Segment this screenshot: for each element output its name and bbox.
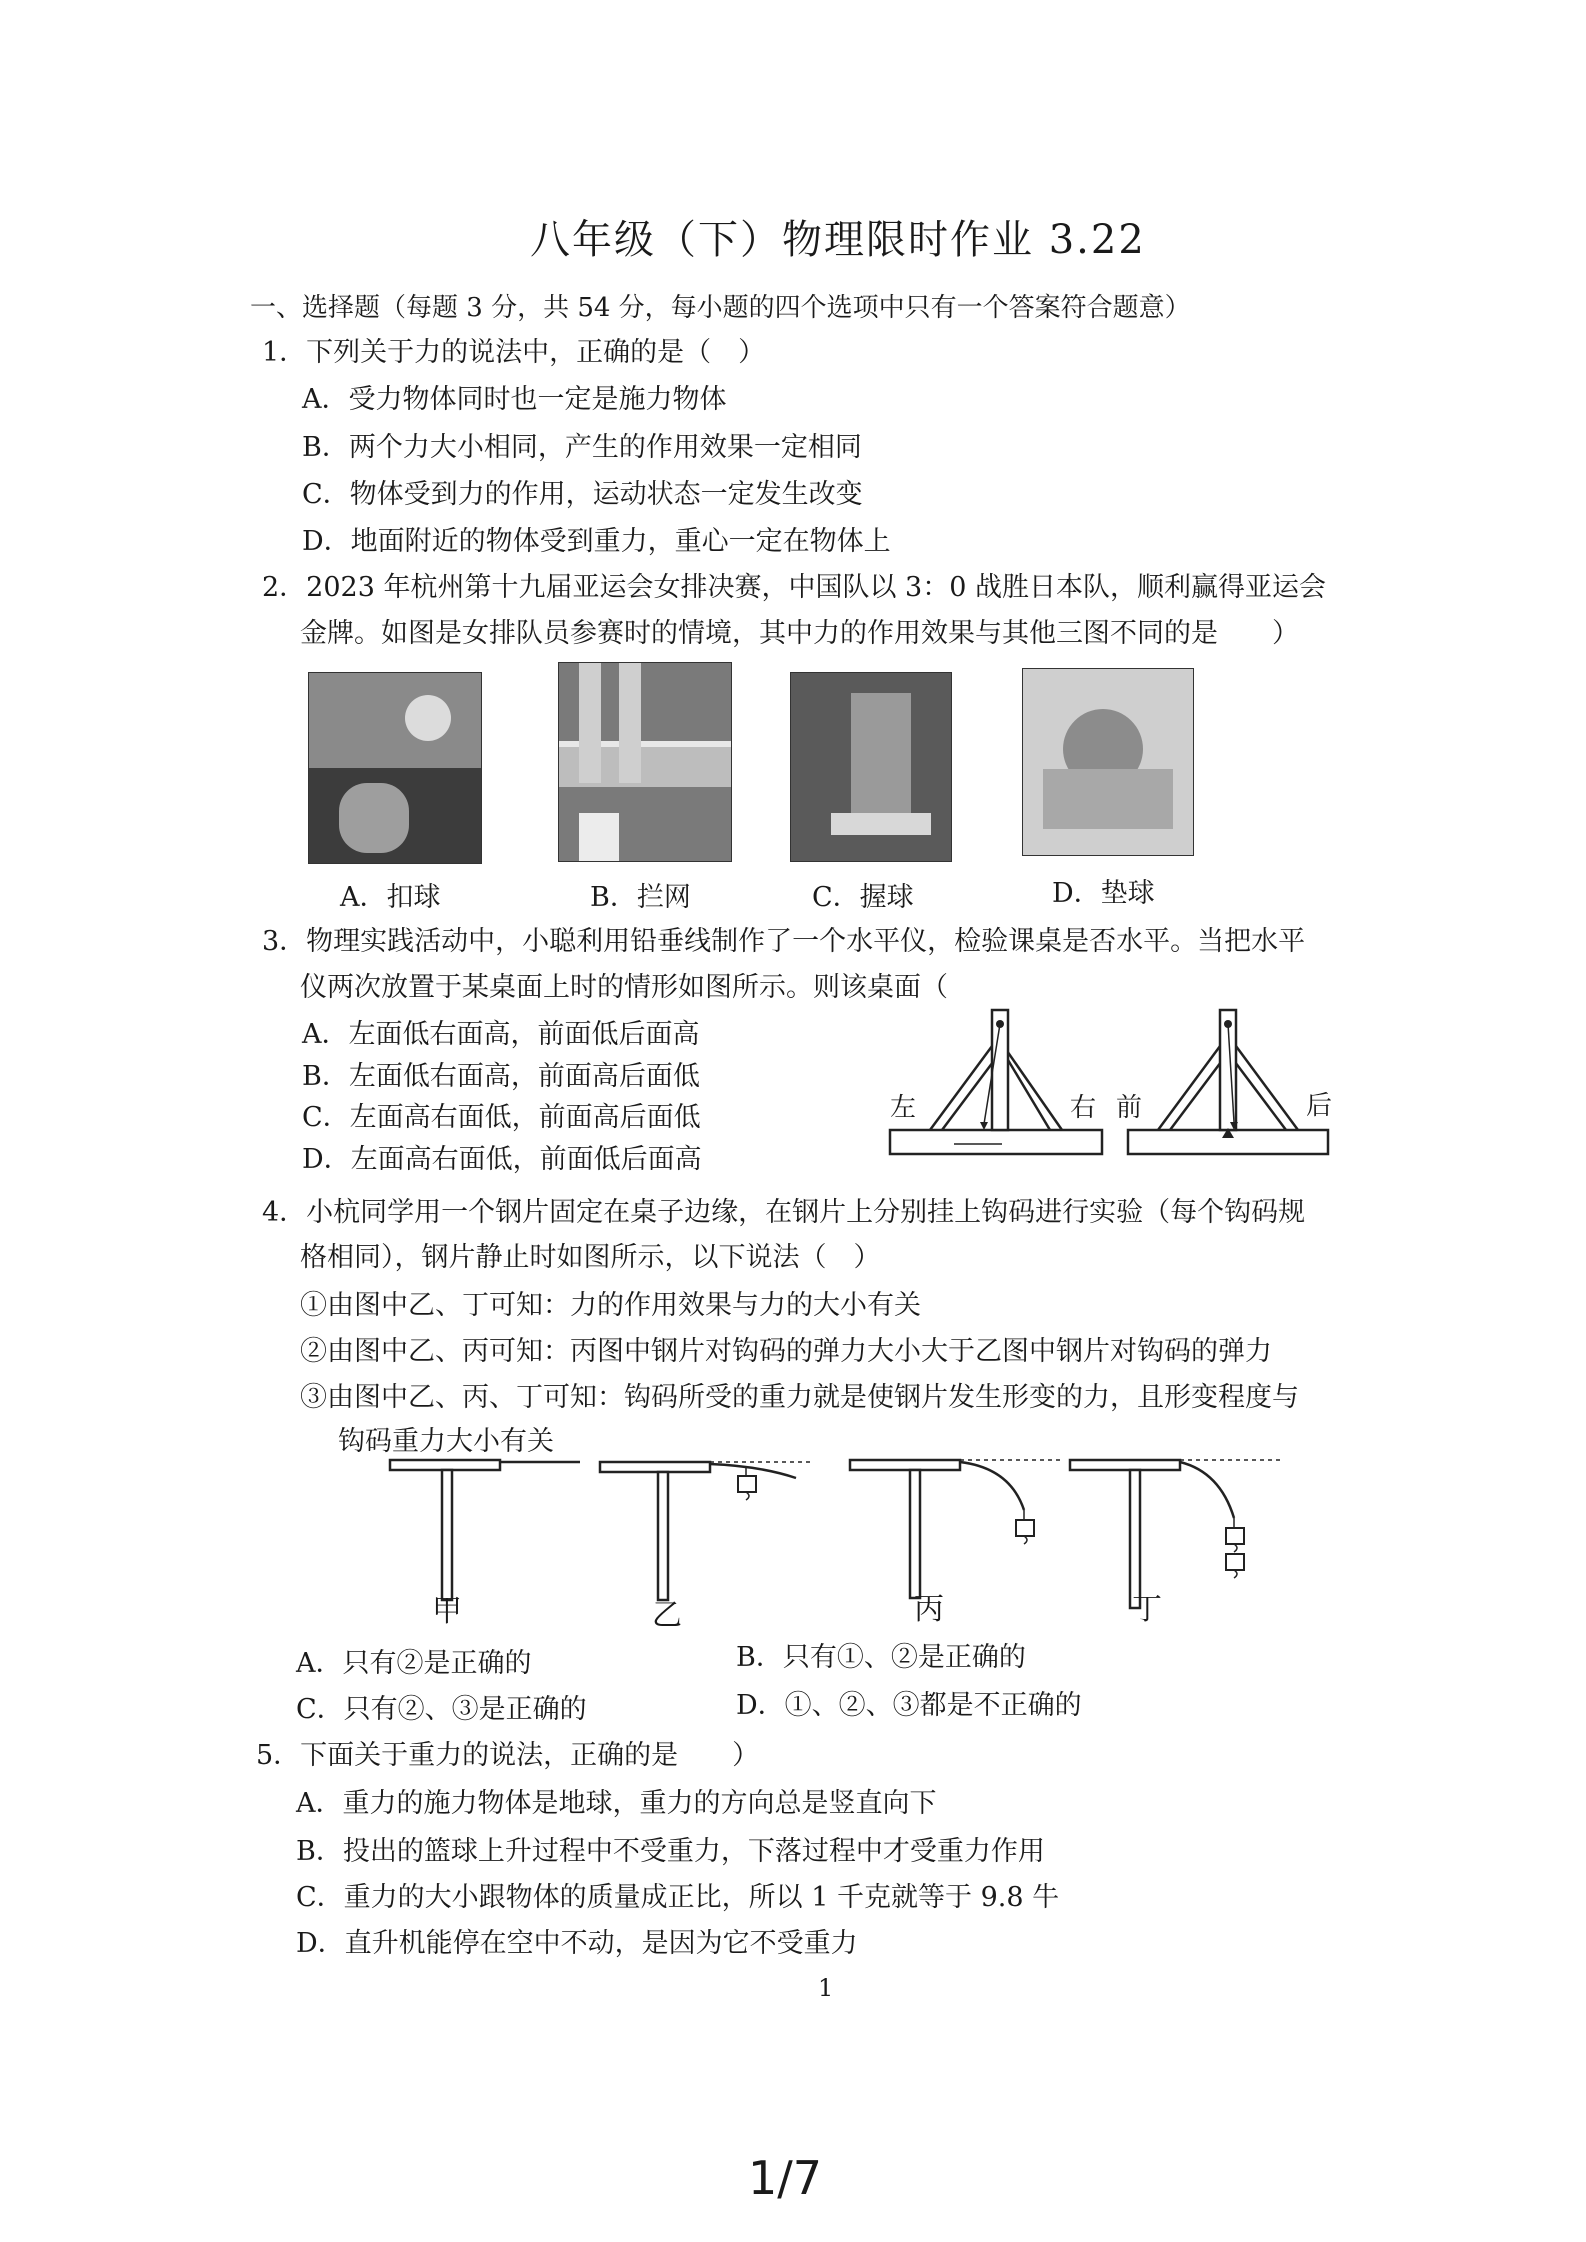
q4-option-b: B．只有①、②是正确的 — [736, 1642, 1026, 1673]
q2-stem-line2: 金牌。如图是女排队员参赛时的情境，其中力的作用效果与其他三图不同的是 ） — [300, 618, 1299, 649]
q4-label-ding: 丁 — [1132, 1592, 1162, 1627]
q4-label-yi: 乙 — [652, 1598, 682, 1633]
q4-figure-ding — [1070, 1448, 1300, 1618]
q1-stem: 1．下列关于力的说法中，正确的是（ ） — [262, 337, 766, 368]
q2-caption-a: A．扣球 — [340, 882, 441, 913]
q3-stem-line2: 仪两次放置于某桌面上时的情形如图所示。则该桌面（ — [300, 972, 948, 1003]
q5-stem: 5．下面关于重力的说法，正确的是 ） — [256, 1740, 760, 1771]
q2-caption-c: C．握球 — [812, 882, 914, 913]
q4-label-bing: 丙 — [914, 1592, 944, 1627]
q3-option-a: A．左面低右面高，前面低后面高 — [302, 1019, 700, 1050]
q2-photo-spike — [308, 672, 482, 864]
q1-option-c: C．物体受到力的作用，运动状态一定发生改变 — [302, 479, 863, 510]
q3-label-right: 右 — [1070, 1093, 1097, 1123]
q2-caption-d: D．垫球 — [1052, 878, 1155, 909]
q3-level-diagram-left-right — [890, 1010, 1110, 1160]
q3-stem-line1: 3．物理实践活动中，小聪利用铅垂线制作了一个水平仪，检验课桌是否水平。当把水平 — [262, 926, 1306, 957]
q4-figure-yi — [600, 1450, 820, 1600]
q4-statement-3-line1: ③由图中乙、丙、丁可知：钩码所受的重力就是使钢片发生形变的力，且形变程度与 — [300, 1382, 1299, 1413]
q1-option-d: D．地面附近的物体受到重力，重心一定在物体上 — [302, 526, 891, 557]
page-title: 八年级（下）物理限时作业 3.22 — [530, 217, 1146, 263]
q2-photo-dig — [1022, 668, 1194, 856]
q2-photo-block — [558, 662, 732, 862]
printed-page-number: 1 — [818, 1974, 834, 2002]
viewer-page-indicator: 1/7 — [748, 2151, 823, 2205]
q3-label-front: 前 — [1116, 1093, 1143, 1123]
q4-stem-line1: 4．小杭同学用一个钢片固定在桌子边缘，在钢片上分别挂上钩码进行实验（每个钩码规 — [262, 1197, 1306, 1228]
q2-photo-hold — [790, 672, 952, 862]
q4-option-d: D．①、②、③都是不正确的 — [736, 1690, 1082, 1721]
q4-figure-jia — [390, 1450, 590, 1600]
q5-option-d: D．直升机能停在空中不动，是因为它不受重力 — [296, 1928, 858, 1959]
q1-option-a: A．受力物体同时也一定是施力物体 — [302, 384, 727, 415]
q5-option-b: B．投出的篮球上升过程中不受重力，下落过程中才受重力作用 — [296, 1836, 1045, 1867]
q1-option-b: B．两个力大小相同，产生的作用效果一定相同 — [302, 432, 862, 463]
q4-statement-1: ①由图中乙、丁可知：力的作用效果与力的大小有关 — [300, 1290, 921, 1321]
q3-label-back: 后 — [1306, 1091, 1333, 1121]
q3-option-b: B．左面低右面高，前面高后面低 — [302, 1061, 700, 1092]
q4-statement-3-line2: 钩码重力大小有关 — [338, 1426, 554, 1457]
q5-option-a: A．重力的施力物体是地球，重力的方向总是竖直向下 — [296, 1788, 937, 1819]
q4-label-jia: 甲 — [432, 1594, 462, 1629]
q4-option-c: C．只有②、③是正确的 — [296, 1694, 587, 1725]
q4-option-a: A．只有②是正确的 — [296, 1648, 532, 1679]
q4-figure-bing — [850, 1448, 1070, 1598]
q2-caption-b: B．拦网 — [590, 882, 691, 913]
section-heading: 一、选择题（每题 3 分，共 54 分，每小题的四个选项中只有一个答案符合题意） — [250, 293, 1191, 323]
q3-label-left: 左 — [890, 1093, 917, 1123]
q4-stem-line2: 格相同），钢片静止时如图所示，以下说法（ ） — [300, 1242, 881, 1273]
q3-option-d: D．左面高右面低，前面低后面高 — [302, 1144, 702, 1175]
q3-option-c: C．左面高右面低，前面高后面低 — [302, 1102, 701, 1133]
q3-level-diagram-front-back — [1128, 1010, 1338, 1160]
q2-stem-line1: 2．2023 年杭州第十九届亚运会女排决赛，中国队以 3：0 战胜日本队，顺利赢得亚运会 — [262, 572, 1326, 603]
q5-option-c: C．重力的大小跟物体的质量成正比，所以 1 千克就等于 9.8 牛 — [296, 1882, 1060, 1913]
q4-statement-2: ②由图中乙、丙可知：丙图中钢片对钩码的弹力大小大于乙图中钢片对钩码的弹力 — [300, 1336, 1272, 1367]
